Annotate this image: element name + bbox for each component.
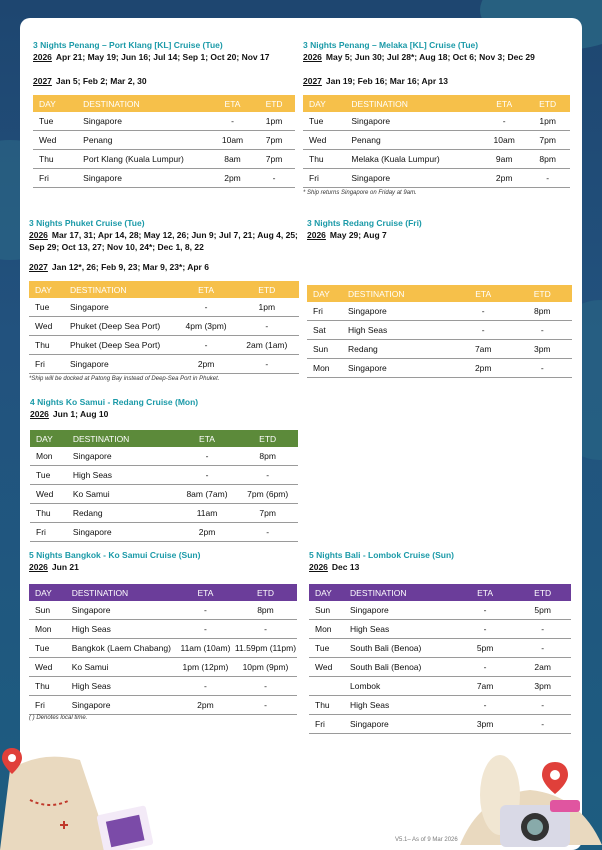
destination-cell: Phuket (Deep Sea Port): [64, 336, 178, 355]
column-header: DESTINATION: [67, 430, 177, 447]
table-header-row: [303, 95, 570, 112]
table-row: [29, 696, 297, 715]
day-cell: Sun: [29, 601, 66, 620]
etd-cell: -: [235, 355, 299, 374]
eta-cell: -: [177, 620, 234, 639]
column-header: ETD: [237, 430, 298, 447]
destination-cell: Singapore: [345, 112, 483, 131]
column-header: ETA: [177, 584, 234, 601]
destination-cell: Singapore: [67, 523, 177, 542]
location-pin-icon: [542, 762, 568, 794]
destination-cell: High Seas: [66, 677, 177, 696]
table-header-row: [29, 584, 297, 601]
table-header-row: [33, 95, 295, 112]
table-row: [33, 131, 295, 150]
sailing-dates-2026: 2026 May 5; Jun 30; Jul 28*; Aug 18; Oct 6; Nov 3; Dec 29: [303, 52, 535, 62]
etd-cell: -: [234, 620, 297, 639]
etd-cell: 2am (1am): [235, 336, 299, 355]
day-cell: Tue: [33, 112, 77, 131]
itinerary-table: [30, 430, 298, 542]
day-cell: Fri: [30, 523, 67, 542]
destination-cell: High Seas: [344, 696, 456, 715]
etd-cell: 5pm: [514, 601, 571, 620]
destination-cell: Singapore: [344, 715, 456, 734]
etd-cell: -: [237, 523, 298, 542]
day-cell: Tue: [303, 112, 345, 131]
etd-cell: 8pm: [237, 447, 298, 466]
etd-cell: -: [512, 359, 572, 378]
cruise-title: 4 Nights Ko Samui - Redang Cruise (Mon): [30, 397, 199, 407]
column-header: ETD: [235, 281, 299, 298]
eta-cell: 8am (7am): [177, 485, 238, 504]
etd-cell: 1pm: [235, 298, 299, 317]
etd-cell: -: [514, 620, 571, 639]
column-header: ETA: [177, 430, 238, 447]
column-header: ETD: [253, 95, 295, 112]
day-cell: Thu: [30, 504, 67, 523]
day-cell: Tue: [309, 639, 344, 658]
etd-cell: -: [253, 169, 295, 188]
table-row: [307, 321, 572, 340]
etd-cell: 8pm: [512, 302, 572, 321]
eta-cell: -: [454, 302, 513, 321]
table-row: [29, 298, 299, 317]
eta-cell: -: [212, 112, 253, 131]
day-cell: Sat: [307, 321, 342, 340]
eta-cell: -: [177, 677, 234, 696]
destination-cell: High Seas: [344, 620, 456, 639]
eta-cell: 2pm: [177, 523, 238, 542]
cruise-title: 5 Nights Bali - Lombok Cruise (Sun): [309, 550, 454, 560]
destination-cell: High Seas: [342, 321, 454, 340]
table-row: [30, 447, 298, 466]
table-row: [307, 302, 572, 321]
table-row: [29, 658, 297, 677]
eta-cell: 2pm: [178, 355, 235, 374]
table-header-row: [309, 584, 571, 601]
sailing-dates-2027: 2027 Jan 19; Feb 16; Mar 16; Apr 13: [303, 76, 448, 86]
table-row: [309, 601, 571, 620]
etd-cell: -: [514, 715, 571, 734]
column-header: DESTINATION: [345, 95, 483, 112]
table-row: [30, 466, 298, 485]
day-cell: Mon: [30, 447, 67, 466]
etd-cell: 7pm (6pm): [237, 485, 298, 504]
itinerary-table: [29, 281, 299, 374]
cruise-bali-lombok: [309, 550, 571, 734]
table-row: [30, 504, 298, 523]
day-cell: Mon: [309, 620, 344, 639]
itinerary-table: [33, 95, 295, 188]
destination-cell: Ko Samui: [66, 658, 177, 677]
etd-cell: 7pm: [253, 150, 295, 169]
destination-cell: Penang: [345, 131, 483, 150]
destination-cell: High Seas: [67, 466, 177, 485]
cruise-phuket: [29, 218, 299, 382]
table-row: [303, 112, 570, 131]
column-header: ETA: [483, 95, 525, 112]
cruise-title: 3 Nights Phuket Cruise (Tue): [29, 218, 145, 228]
day-cell: Thu: [29, 677, 66, 696]
eta-cell: 3pm: [456, 715, 514, 734]
sailing-dates-2027: 2027 Jan 12*, 26; Feb 9, 23; Mar 9, 23*; Apr 6: [29, 262, 209, 272]
column-header: DAY: [33, 95, 77, 112]
eta-cell: 4pm (3pm): [178, 317, 235, 336]
eta-cell: -: [178, 298, 235, 317]
day-cell: Mon: [307, 359, 342, 378]
column-header: ETD: [514, 584, 571, 601]
table-row: [309, 696, 571, 715]
eta-cell: -: [483, 112, 525, 131]
cruise-title: 3 Nights Redang Cruise (Fri): [307, 218, 422, 228]
destination-cell: Melaka (Kuala Lumpur): [345, 150, 483, 169]
eta-cell: 9am: [483, 150, 525, 169]
day-cell: Thu: [309, 696, 344, 715]
etd-cell: 7pm: [237, 504, 298, 523]
sailing-dates-2026: 2026 Jun 1; Aug 10: [30, 409, 109, 419]
etd-cell: 8pm: [234, 601, 297, 620]
table-header-row: [29, 281, 299, 298]
eta-cell: 2pm: [483, 169, 525, 188]
itinerary-table: [307, 285, 572, 378]
eta-cell: 10am: [212, 131, 253, 150]
column-header: DESTINATION: [64, 281, 178, 298]
eta-cell: -: [177, 601, 234, 620]
map-illustration: [0, 740, 160, 850]
cruise-penang-melaka: [303, 40, 570, 196]
eta-cell: -: [177, 466, 238, 485]
itinerary-table: [309, 584, 571, 734]
table-row: [33, 112, 295, 131]
eta-cell: -: [178, 336, 235, 355]
table-row: [33, 169, 295, 188]
footnote: ( ) Denotes local time.: [29, 715, 88, 721]
itinerary-table: [29, 584, 297, 715]
eta-cell: 5pm: [456, 639, 514, 658]
footnote: * Ship returns Singapore on Friday at 9am.: [303, 190, 417, 196]
column-header: ETA: [178, 281, 235, 298]
day-cell: Thu: [29, 336, 64, 355]
destination-cell: Bangkok (Laem Chabang): [66, 639, 177, 658]
etd-cell: -: [237, 466, 298, 485]
table-row: [29, 355, 299, 374]
destination-cell: South Bali (Benoa): [344, 658, 456, 677]
etd-cell: -: [235, 317, 299, 336]
eta-cell: -: [456, 658, 514, 677]
day-cell: Tue: [30, 466, 67, 485]
location-pin-icon: [2, 748, 22, 774]
day-cell: Fri: [29, 355, 64, 374]
table-row: [29, 639, 297, 658]
column-header: ETD: [234, 584, 297, 601]
column-header: ETA: [454, 285, 513, 302]
destination-cell: Penang: [77, 131, 212, 150]
day-cell: Wed: [29, 317, 64, 336]
eta-cell: 11am: [177, 504, 238, 523]
etd-cell: -: [512, 321, 572, 340]
destination-cell: Redang: [67, 504, 177, 523]
column-header: DAY: [303, 95, 345, 112]
table-header-row: [30, 430, 298, 447]
etd-cell: 1pm: [525, 112, 570, 131]
eta-cell: 8am: [212, 150, 253, 169]
table-row: [307, 359, 572, 378]
destination-cell: Phuket (Deep Sea Port): [64, 317, 178, 336]
destination-cell: Port Klang (Kuala Lumpur): [77, 150, 212, 169]
destination-cell: Singapore: [342, 302, 454, 321]
cruise-title: 3 Nights Penang – Port Klang [KL] Cruise (Tue): [33, 40, 223, 50]
column-header: ETD: [525, 95, 570, 112]
footnote: *Ship will be docked at Patong Bay instead of Deep-Sea Port in Phuket.: [29, 376, 220, 382]
day-cell: Wed: [309, 658, 344, 677]
table-row: [307, 340, 572, 359]
day-cell: Fri: [307, 302, 342, 321]
etd-cell: -: [514, 696, 571, 715]
sailing-dates-2026: 2026 Mar 17, 31; Apr 14, 28; May 12, 26; Jun 9; Jul 7, 21; Aug 4, 25; Sep 29; Oct 13, 27; Nov 10, 24*; Dec 1, 8, 22: [29, 230, 298, 252]
destination-cell: South Bali (Benoa): [344, 639, 456, 658]
day-cell: Tue: [29, 639, 66, 658]
column-header: DESTINATION: [77, 95, 212, 112]
table-row: [303, 169, 570, 188]
etd-cell: 7pm: [525, 131, 570, 150]
destination-cell: Singapore: [77, 112, 212, 131]
day-cell: Thu: [303, 150, 345, 169]
day-cell: Thu: [33, 150, 77, 169]
eta-cell: 2pm: [212, 169, 253, 188]
day-cell: [309, 677, 344, 696]
destination-cell: Singapore: [67, 447, 177, 466]
etd-cell: 1pm: [253, 112, 295, 131]
table-row: [29, 677, 297, 696]
etd-cell: 8pm: [525, 150, 570, 169]
eta-cell: -: [177, 447, 238, 466]
etd-cell: -: [525, 169, 570, 188]
version-footer: V5.1– As of 9 Mar 2026: [395, 837, 458, 843]
etd-cell: 7pm: [253, 131, 295, 150]
eta-cell: 11am (10am): [177, 639, 234, 658]
eta-cell: -: [456, 696, 514, 715]
table-row: [309, 658, 571, 677]
table-row: [33, 150, 295, 169]
etd-cell: 10pm (9pm): [234, 658, 297, 677]
column-header: DESTINATION: [66, 584, 177, 601]
etd-cell: -: [514, 639, 571, 658]
table-row: [30, 523, 298, 542]
table-row: [30, 485, 298, 504]
itinerary-table: [303, 95, 570, 188]
sailing-dates-2026: 2026 Jun 21: [29, 562, 79, 572]
day-cell: Fri: [303, 169, 345, 188]
column-header: DESTINATION: [342, 285, 454, 302]
table-row: [29, 601, 297, 620]
etd-cell: 3pm: [514, 677, 571, 696]
day-cell: Sun: [309, 601, 344, 620]
sailing-dates-2026: 2026 May 29; Aug 7: [307, 230, 387, 240]
cruise-title: 5 Nights Bangkok - Ko Samui Cruise (Sun): [29, 550, 201, 560]
eta-cell: -: [456, 620, 514, 639]
sailing-dates-2027: 2027 Jan 5; Feb 2; Mar 2, 30: [33, 76, 147, 86]
day-cell: Wed: [303, 131, 345, 150]
destination-cell: High Seas: [66, 620, 177, 639]
destination-cell: Singapore: [64, 355, 178, 374]
table-row: [29, 317, 299, 336]
destination-cell: Singapore: [345, 169, 483, 188]
column-header: DAY: [29, 584, 66, 601]
eta-cell: 7am: [456, 677, 514, 696]
destination-cell: Singapore: [77, 169, 212, 188]
table-row: [303, 150, 570, 169]
day-cell: Mon: [29, 620, 66, 639]
destination-cell: Redang: [342, 340, 454, 359]
destination-cell: Singapore: [66, 696, 177, 715]
sailing-dates-2026: 2026 Apr 21; May 19; Jun 16; Jul 14; Sep 1; Oct 20; Nov 17: [33, 52, 270, 62]
eta-cell: 2pm: [454, 359, 513, 378]
day-cell: Fri: [309, 715, 344, 734]
destination-cell: Singapore: [342, 359, 454, 378]
cruise-bangkok-kosamui: [29, 550, 297, 721]
cruise-penang-portklang: [33, 40, 295, 188]
eta-cell: 10am: [483, 131, 525, 150]
day-cell: Sun: [307, 340, 342, 359]
cruise-kosamui-redang: [30, 397, 298, 542]
eta-cell: 2pm: [177, 696, 234, 715]
column-header: DAY: [29, 281, 64, 298]
eta-cell: -: [456, 601, 514, 620]
table-row: [303, 131, 570, 150]
column-header: DESTINATION: [344, 584, 456, 601]
table-header-row: [307, 285, 572, 302]
etd-cell: 11.59pm (11pm): [234, 639, 297, 658]
column-header: ETA: [456, 584, 514, 601]
day-cell: Fri: [29, 696, 66, 715]
day-cell: Wed: [33, 131, 77, 150]
destination-cell: Singapore: [64, 298, 178, 317]
column-header: ETA: [212, 95, 253, 112]
cruise-redang: [307, 218, 572, 378]
camera-illustration: [440, 735, 602, 850]
table-row: [309, 620, 571, 639]
etd-cell: -: [234, 677, 297, 696]
table-row: [29, 336, 299, 355]
day-cell: Fri: [33, 169, 77, 188]
cruise-title: 3 Nights Penang – Melaka [KL] Cruise (Tue): [303, 40, 479, 50]
etd-cell: -: [234, 696, 297, 715]
column-header: DAY: [309, 584, 344, 601]
column-header: DAY: [30, 430, 67, 447]
destination-cell: Singapore: [66, 601, 177, 620]
eta-cell: 7am: [454, 340, 513, 359]
column-header: DAY: [307, 285, 342, 302]
destination-cell: Lombok: [344, 677, 456, 696]
table-row: [309, 715, 571, 734]
table-row: [309, 677, 571, 696]
eta-cell: -: [454, 321, 513, 340]
destination-cell: Singapore: [344, 601, 456, 620]
sailing-dates-2026: 2026 Dec 13: [309, 562, 360, 572]
table-row: [309, 639, 571, 658]
etd-cell: 3pm: [512, 340, 572, 359]
column-header: ETD: [512, 285, 572, 302]
eta-cell: 1pm (12pm): [177, 658, 234, 677]
day-cell: Wed: [29, 658, 66, 677]
etd-cell: 2am: [514, 658, 571, 677]
day-cell: Wed: [30, 485, 67, 504]
destination-cell: Ko Samui: [67, 485, 177, 504]
day-cell: Tue: [29, 298, 64, 317]
table-row: [29, 620, 297, 639]
